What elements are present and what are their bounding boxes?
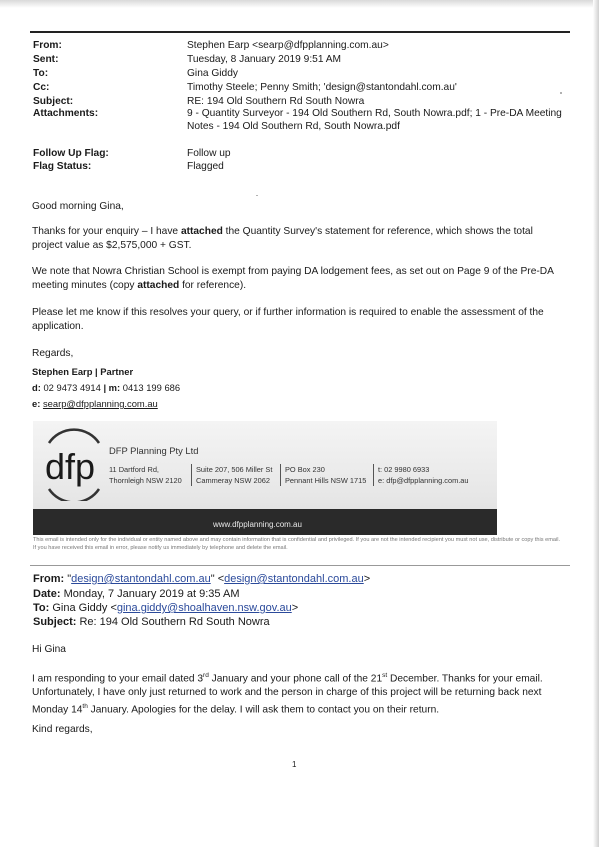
svg-text:dfp: dfp: [45, 446, 96, 487]
address-divider: [191, 464, 192, 486]
email1-regards: Regards,: [32, 348, 74, 359]
dfp-email-banner: [33, 421, 497, 535]
scan-shadow: [0, 0, 599, 8]
email2-greeting: Hi Gina: [32, 644, 66, 655]
address-cammeray: Suite 207, 506 Miller St Cammeray NSW 2062: [196, 465, 273, 485]
website-bar: [33, 509, 497, 535]
contact-details: t: 02 9980 6933 e: dfp@dfpplanning.com.au: [378, 465, 469, 485]
page-number: 1: [292, 760, 297, 769]
firm-name: DFP Planning Pty Ltd: [109, 445, 199, 456]
email2-paragraph-1: I am responding to your email dated 3rd January and your phone call of the 21st December. Thanks for your email. Unfortunately, I have only just returned to work and the person in charge of this project will be returning back next Monday 14th January. Apologies for the delay. I will ask them to contact you on their return.: [32, 672, 543, 716]
email2-date: Date: Monday, 7 January 2019 at 9:35 AM: [33, 588, 240, 600]
address-thornleigh: 11 Dartford Rd, Thornleigh NSW 2120: [109, 465, 182, 485]
email2-closing: Kind regards,: [32, 724, 93, 735]
email2-subject: Subject: Re: 194 Old Southern Rd South Nowra: [33, 616, 270, 628]
address-divider: [373, 464, 374, 486]
email2-from-name-link[interactable]: design@stantondahl.com.au: [71, 573, 211, 585]
website-link[interactable]: www.dfpplanning.com.au: [213, 520, 302, 529]
email2-to-address-link[interactable]: gina.giddy@shoalhaven.nsw.gov.au: [116, 602, 292, 614]
email-disclaimer: This email is intended only for the individual or entity named above and may contain information that is confidential and privileged. If you are not the intended recipient you must not use, distribute or copy this email. If you have received this email in error, please notify us immediately by telephone and delete the email.: [33, 537, 561, 551]
scan-speck: [256, 195, 258, 196]
email2-to: To: Gina Giddy <gina.giddy@shoalhaven.nsw.gov.au>: [33, 602, 299, 614]
signature-email: e: searp@dfpplanning.com.au: [32, 398, 158, 409]
signature-phones: d: 02 9473 4914 | m: 0413 199 686: [32, 382, 181, 393]
email1-paragraph-2: We note that Nowra Christian School is exempt from paying DA lodgement fees, as set out on Page 9 of the Pre-DA meeting minutes (copy attached for reference).: [32, 266, 554, 291]
dfp-logo-icon: [41, 427, 107, 501]
scan-edge: [593, 0, 599, 847]
email2-from: From: "design@stantondahl.com.au" <design@stantondahl.com.au>: [33, 573, 371, 585]
divider-rule: [30, 565, 570, 566]
address-divider: [280, 464, 281, 486]
email2-from-address-link[interactable]: design@stantondahl.com.au: [224, 573, 364, 585]
signature-email-link[interactable]: searp@dfpplanning.com.au: [42, 398, 158, 409]
email1-paragraph-3: Please let me know if this resolves your query, or if further information is required to enable the assessment of the application.: [32, 307, 544, 332]
email1-paragraph-1: Thanks for your enquiry – I have attached the Quantity Survey's statement for reference, which shows the total project value as $2,575,000 + GST.: [32, 226, 533, 251]
address-po-box: PO Box 230 Pennant Hills NSW 1715: [285, 465, 367, 485]
signature-name: Stephen Earp | Partner: [32, 366, 134, 377]
email1-greeting: Good morning Gina,: [32, 201, 124, 212]
header-rule: [30, 31, 570, 33]
scan-speck: [560, 92, 562, 94]
